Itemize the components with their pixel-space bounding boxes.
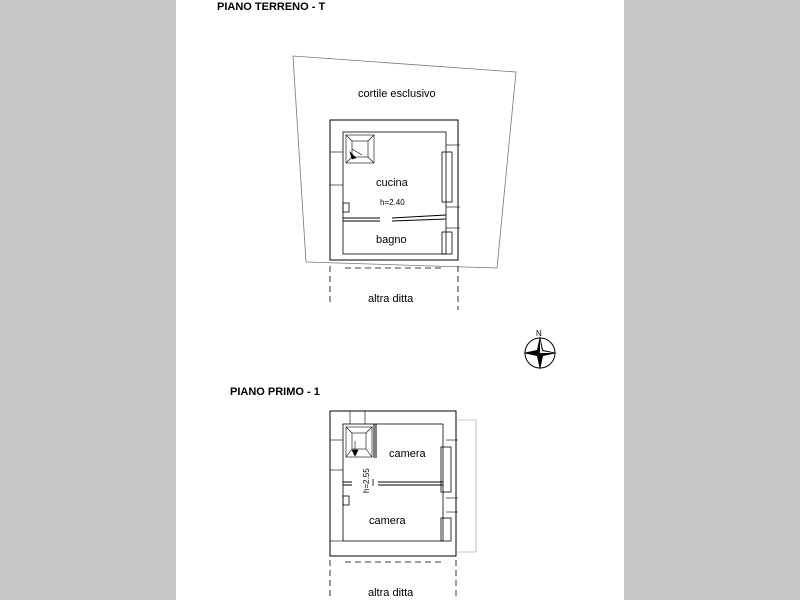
north-label: N [536,329,542,338]
courtyard-label: cortile esclusivo [358,88,436,100]
first-floor-height-label: h=2.55 [362,468,371,493]
ground-floor-stair [346,135,374,163]
bedroom-top-label: camera [389,448,426,460]
first-floor-title: PIANO PRIMO - 1 [230,386,320,398]
kitchen-label: cucina [376,177,408,189]
bedroom-bottom-label: camera [369,515,406,527]
north-compass-icon [523,336,557,370]
kitchen-height-label: h=2.40 [380,198,405,207]
first-neighbor-label: altra ditta [368,587,414,599]
ground-neighbor-label: altra ditta [368,293,414,305]
ground-floor-title: PIANO TERRENO - T [217,1,326,13]
first-floor-stair [346,427,372,457]
bathroom-label: bagno [376,234,407,246]
